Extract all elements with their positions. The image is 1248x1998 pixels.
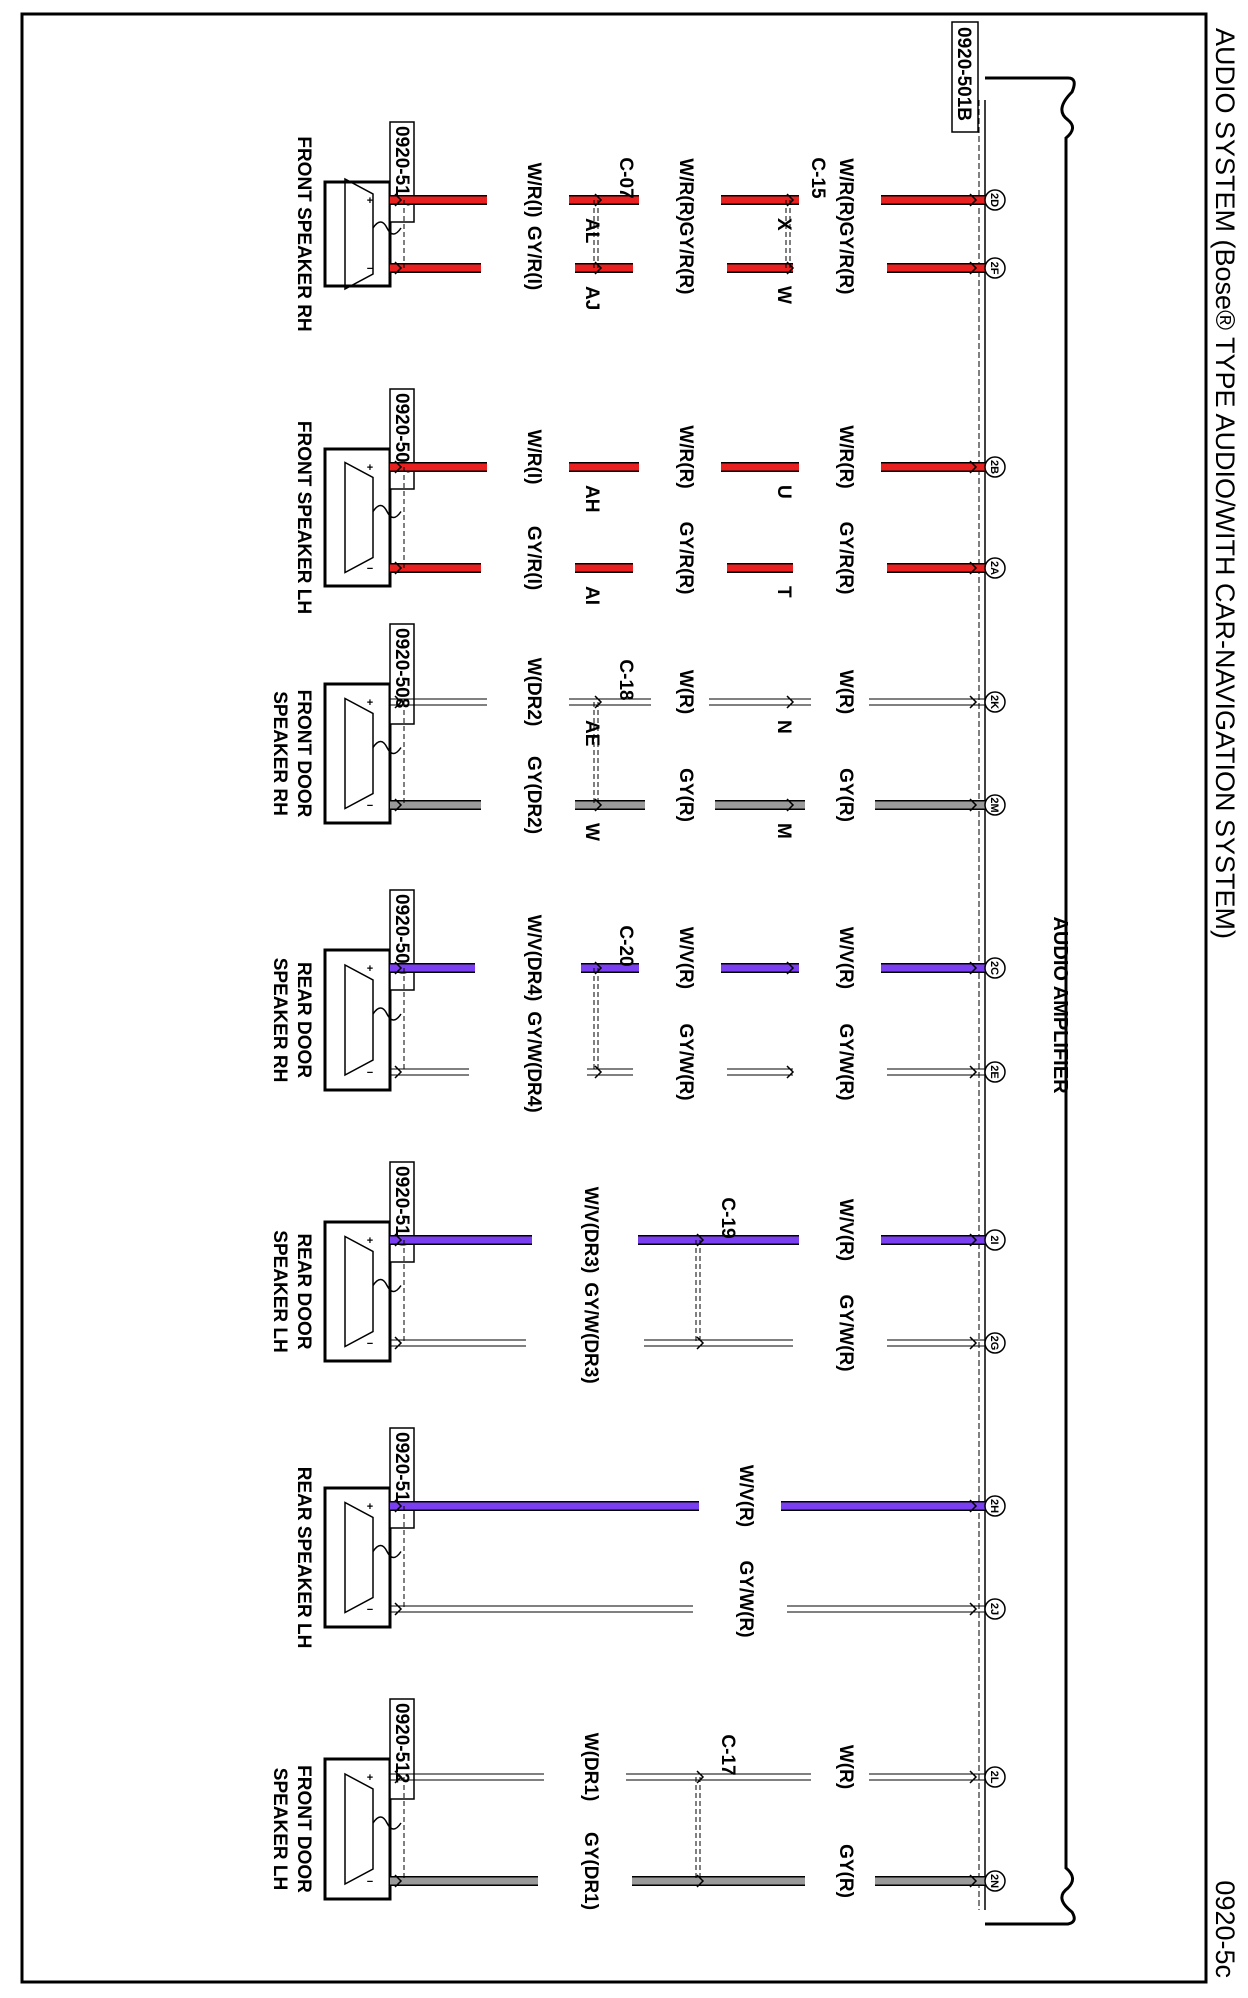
front-door-speaker-rh-wire-2m: [390, 756, 1005, 841]
wire-label: W/V(R): [735, 1464, 756, 1528]
joint-connector-label: C-19: [717, 1197, 738, 1239]
wire-label: W(R): [835, 669, 856, 715]
plus-sign: +: [366, 963, 374, 975]
connector-chevron: [970, 1603, 976, 1615]
front-door-speaker-rh-wire-2k: [390, 658, 1005, 747]
joint-connector-label: C-15: [807, 157, 828, 199]
wire-label: GY/W(DR3): [580, 1282, 601, 1384]
page-title: AUDIO SYSTEM (Bose® TYPE AUDIO/WITH CAR-NAVIGATION SYSTEM): [1210, 28, 1240, 940]
front-door-speaker-rh-name: SPEAKER RH: [269, 691, 290, 816]
minus-sign: −: [366, 1876, 374, 1888]
front-door-speaker-lh-name: FRONT DOOR: [293, 1765, 314, 1893]
wire-label: W(R): [835, 1744, 856, 1790]
pin-label: 2G: [988, 1335, 1000, 1351]
inline-pin-label: X: [773, 218, 794, 231]
wire-label: GY/W(R): [835, 1294, 856, 1372]
front-speaker-lh-wire-2b: [390, 425, 1005, 512]
front-speaker-lh-wire-2a: [390, 522, 1005, 605]
front-speaker-lh-name: FRONT SPEAKER LH: [293, 420, 314, 615]
pin-label: 2D: [988, 192, 1000, 208]
pin-label: 2J: [988, 1602, 1000, 1616]
minus-sign: −: [366, 1067, 374, 1079]
inline-pin-label: M: [773, 823, 794, 839]
rear-door-speaker-lh-ref-box: [390, 1162, 414, 1262]
front-speaker-lh-ref-box: [390, 389, 414, 489]
wire-label: W/R(I): [523, 429, 544, 485]
inline-pin-label: T: [773, 586, 794, 598]
inline-pin-label: N: [773, 720, 794, 734]
pin-label: 2C: [988, 960, 1000, 976]
wire-label: GY/R(R): [675, 521, 696, 595]
pin-label: 2B: [988, 459, 1000, 475]
wire-label: W/V(R): [835, 926, 856, 990]
wire-label: GY(DR1): [580, 1831, 601, 1911]
ref-box-label: 0920-511: [391, 1432, 412, 1512]
ref-box-label: 0920-509: [391, 894, 412, 975]
minus-sign: −: [366, 1604, 374, 1616]
inline-pin-label: W: [581, 823, 602, 841]
wire-label: W/R(R): [675, 158, 696, 222]
plus-sign: +: [366, 1501, 374, 1513]
pin-label: 2F: [988, 261, 1000, 275]
inline-pin-label: AH: [581, 485, 602, 513]
front-door-speaker-lh-name: SPEAKER LH: [269, 1767, 290, 1891]
wire-label: GY/R(I): [523, 525, 544, 591]
connector-chevron: [970, 696, 976, 708]
front-speaker-rh-wire-2d: [390, 158, 1005, 243]
pin-label: 2I: [988, 1235, 1000, 1245]
minus-sign: −: [366, 263, 374, 275]
wire-label: GY/R(R): [675, 221, 696, 295]
wire-label: W/R(R): [835, 425, 856, 489]
rear-door-speaker-rh-ref-box: [390, 890, 414, 990]
wire-label: W(DR2): [523, 657, 544, 727]
connector-chevron: [787, 696, 793, 708]
front-speaker-rh-name: FRONT SPEAKER RH: [293, 136, 314, 332]
wire-label: W/R(R): [675, 425, 696, 489]
front-door-speaker-lh-ref-box: [390, 1699, 414, 1799]
rear-door-speaker-rh-name: SPEAKER RH: [269, 957, 290, 1083]
wire-label: W/R(I): [523, 162, 544, 218]
wire-label: GY(R): [675, 768, 696, 822]
inline-pin-label: U: [773, 485, 794, 499]
inline-pin-label: AI: [581, 586, 602, 605]
plus-sign: +: [366, 195, 374, 207]
front-door-speaker-rh-ref-box: [390, 624, 414, 724]
ref-box-label: 0920-517: [391, 126, 412, 207]
page-code: 0920-5c: [1210, 1880, 1240, 1978]
front-door-speaker-lh-wire-2l: [390, 1733, 1005, 1802]
front-door-speaker-lh-wire-2n: [390, 1832, 1005, 1910]
front-speaker-rh-box: [325, 182, 390, 286]
wire-label: GY(R): [835, 768, 856, 822]
front-speaker-rh-wire-2f: [390, 222, 1005, 311]
rear-door-speaker-rh-wire-2e: [390, 1011, 1005, 1112]
plus-sign: +: [366, 1772, 374, 1784]
rear-speaker-lh-name: REAR SPEAKER LH: [293, 1466, 314, 1649]
rear-speaker-lh-wire-2j: [390, 1560, 1005, 1637]
wire-label: GY(DR2): [523, 755, 544, 835]
wire-label: GY/W(R): [835, 1023, 856, 1101]
wire-label: W(R): [675, 669, 696, 715]
connector-chevron: [395, 1337, 401, 1349]
wire-label: GY/R(R): [835, 521, 856, 595]
wire-label: GY/W(R): [735, 1560, 756, 1638]
plus-sign: +: [366, 462, 374, 474]
pin-label: 2K: [988, 694, 1000, 710]
joint-connector-label: C-20: [615, 925, 636, 967]
ref-box-label: 0920-512: [391, 1703, 412, 1784]
rear-door-speaker-lh-wire-2g: [390, 1282, 1005, 1383]
wire-label: W/V(R): [835, 1198, 856, 1262]
minus-sign: −: [366, 1338, 374, 1350]
wire-label: W/V(DR4): [523, 914, 544, 1002]
ref-box-label: 0920-507: [391, 393, 412, 474]
speaker-circuits: [269, 100, 1005, 1910]
wire-label: GY(R): [835, 1844, 856, 1898]
joint-connector-label: C-17: [717, 1734, 738, 1776]
ref-box-label: 0920-508: [391, 628, 412, 709]
wire-label: W/V(DR3): [580, 1186, 601, 1274]
connector-chevron: [970, 1771, 976, 1783]
wire-label: GY/R(R): [835, 221, 856, 295]
plus-sign: +: [366, 697, 374, 709]
connector-chevron: [787, 1066, 793, 1078]
inline-pin-label: AJ: [581, 286, 602, 311]
svg-text:0920-501B: 0920-501B: [953, 27, 974, 122]
joint-connector-label: C-07: [615, 157, 636, 199]
pin-label: 2E: [988, 1065, 1000, 1079]
audio-amplifier-label: AUDIO AMPLIFIER: [1049, 916, 1071, 1094]
joint-connector-label: C-18: [615, 659, 636, 701]
connector-chevron: [395, 1603, 401, 1615]
amplifier-ref-box: [952, 22, 978, 132]
wire-label: GY/W(DR4): [523, 1011, 544, 1113]
rear-door-speaker-rh-name: REAR DOOR: [293, 961, 314, 1079]
pin-label: 2L: [988, 1770, 1000, 1784]
wire-label: GY/R(I): [523, 225, 544, 291]
pin-label: 2A: [988, 560, 1000, 576]
ref-box-label: 0920-510: [391, 1166, 412, 1247]
minus-sign: −: [366, 800, 374, 812]
front-door-speaker-rh-name: FRONT DOOR: [293, 689, 314, 818]
rear-speaker-lh-wire-2h: [390, 1465, 1005, 1527]
wire-label: GY/W(R): [675, 1023, 696, 1101]
pin-label: 2H: [988, 1498, 1000, 1514]
plus-sign: +: [366, 1235, 374, 1247]
connector-chevron: [970, 1066, 976, 1078]
rear-door-speaker-rh-wire-2c: [390, 915, 1005, 1002]
pin-label: 2N: [988, 1873, 1000, 1889]
inline-pin-label: W: [773, 286, 794, 304]
connector-chevron: [395, 1066, 401, 1078]
connector-chevron: [970, 1337, 976, 1349]
rear-door-speaker-lh-name: SPEAKER LH: [269, 1230, 290, 1353]
wire-label: W/V(R): [675, 926, 696, 990]
rear-speaker-lh-ref-box: [390, 1428, 414, 1528]
wire-label: W(DR1): [580, 1732, 601, 1802]
inline-pin-label: AL: [581, 218, 602, 244]
minus-sign: −: [366, 563, 374, 575]
front-speaker-rh-ref-box: [390, 122, 414, 222]
wire-label: W/R(R): [835, 158, 856, 222]
page-border: [22, 14, 1206, 1982]
rear-door-speaker-lh-name: REAR DOOR: [293, 1233, 314, 1350]
inline-pin-label: AE: [581, 720, 602, 747]
pin-label: 2M: [988, 797, 1000, 813]
rear-door-speaker-lh-wire-2i: [390, 1187, 1005, 1274]
